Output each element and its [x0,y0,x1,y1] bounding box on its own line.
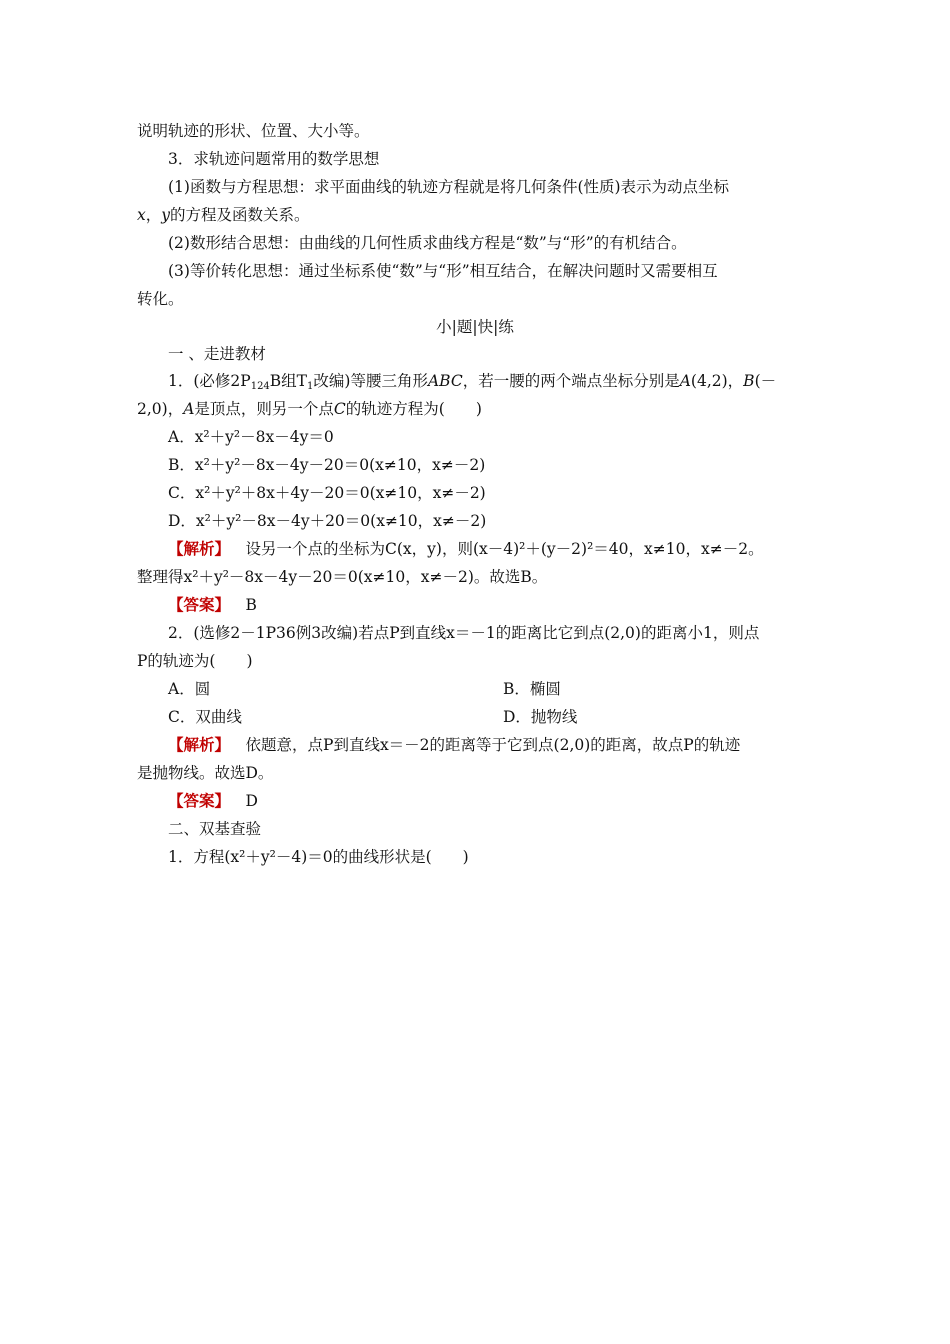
text-line [137,204,310,226]
option-c: C．x²＋y²＋8x＋4y－20＝0(x≠10，x≠－2) [168,484,486,502]
text-line: (1)函数与方程思想：求平面曲线的轨迹方程就是将几何条件(性质)表示为动点坐标 [168,178,730,196]
question-1-line-1 [168,370,776,392]
var: B [743,372,755,390]
answer-line [168,594,257,616]
text: ， [145,206,162,224]
question-3: 1．方程(x²＋y²－4)＝0的曲线形状是( ) [168,848,469,866]
answer-tag: 【答案】 [168,791,231,810]
analysis-line [168,734,740,756]
var: x [137,206,146,224]
section-heading: 一 、走进教材 [168,345,266,363]
option-c: C．双曲线 [168,708,242,726]
option-d: D．抛物线 [503,708,578,726]
option-a: A．x²＋y²－8x－4y＝0 [168,428,334,446]
section-title: 小|题|快|练 [436,318,514,336]
analysis-tag: 【解析】 [168,735,231,754]
text: 2,0)， [137,400,184,418]
text: 的轨迹方程为( ) [345,400,482,418]
text: (4,2)， [690,372,744,390]
text: ，若一腰的两个端点坐标分别是 [462,372,680,390]
question-2-line-2: P的轨迹为( ) [137,652,253,670]
analysis-line: 是抛物线。故选D。 [137,764,274,782]
text: 1．(必修2P [168,372,251,390]
answer-tag: 【答案】 [168,595,231,614]
analysis-line: 整理得x²＋y²－8x－4y－20＝0(x≠10，x≠－2)。故选B。 [137,568,548,586]
answer-line [168,790,258,812]
section-heading: 二、双基查验 [168,820,262,838]
var: ABC [427,372,463,390]
answer-value: B [245,596,257,614]
option-a: A．圆 [168,680,211,698]
text-line: 转化。 [137,290,184,308]
question-2-line-1: 2．(选修2－1P36例3改编)若点P到直线x＝－1的距离比它到点(2,0)的距离小1，则点 [168,624,760,642]
analysis-text: 依题意，点P到直线x＝－2的距离等于它到点(2,0)的距离，故点P的轨迹 [245,736,741,754]
text-line: (3)等价转化思想：通过坐标系使“数”与“形”相互结合，在解决问题时又需要相互 [168,262,718,280]
text: 的方程及函数关系。 [170,206,310,224]
option-b: B．x²＋y²－8x－4y－20＝0(x≠10，x≠－2) [168,456,486,474]
text-line: 说明轨迹的形状、位置、大小等。 [137,122,370,140]
var: y [161,206,171,224]
var: A [679,372,691,390]
question-1-line-2 [137,398,482,420]
subscript: 124 [250,381,270,392]
text-line: (2)数形结合思想：由曲线的几何性质求曲线方程是“数”与“形”的有机结合。 [168,234,687,252]
option-d: D．x²＋y²－8x－4y＋20＝0(x≠10，x≠－2) [168,512,487,530]
var: C [333,400,346,418]
text-line: 3．求轨迹问题常用的数学思想 [168,150,380,168]
text: 改编)等腰三角形 [313,372,428,390]
answer-value: D [245,792,258,810]
analysis-text: 设另一个点的坐标为C(x，y)，则(x－4)²＋(y－2)²＝40，x≠10，x≠－2。 [245,540,764,558]
text: 是顶点，则另一个点 [194,400,334,418]
analysis-tag: 【解析】 [168,539,231,558]
text: B组T [269,372,308,390]
var: A [183,400,195,418]
option-b: B．椭圆 [503,680,561,698]
analysis-line [168,538,764,560]
subscript: 1 [307,381,314,392]
text: (－ [754,372,777,390]
